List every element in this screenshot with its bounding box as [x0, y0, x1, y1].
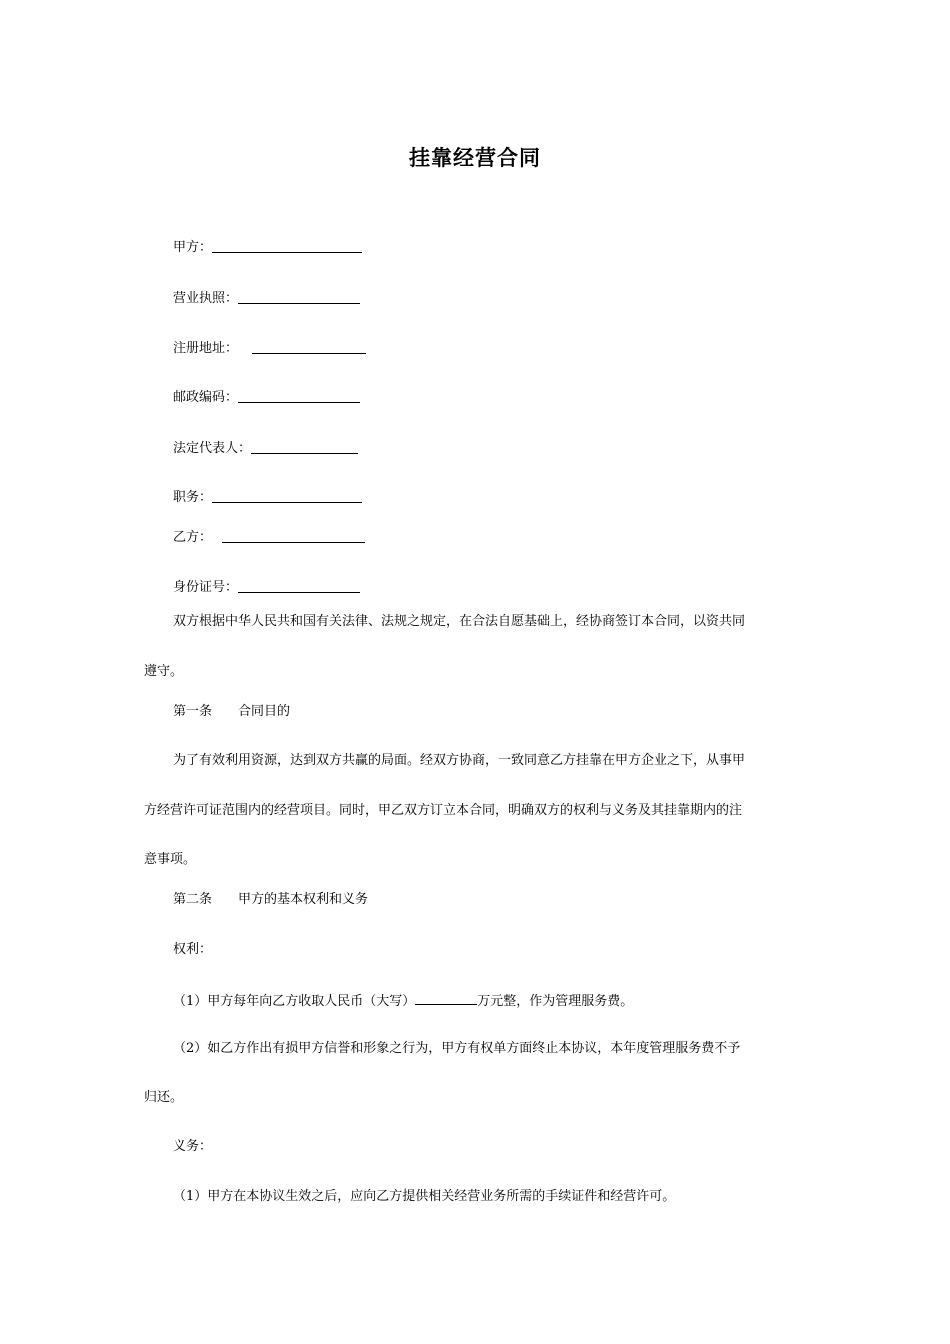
id-number-blank[interactable]: [238, 591, 360, 593]
registered-address-blank[interactable]: [252, 352, 366, 354]
article1-heading: 第一条 合同目的: [173, 704, 291, 719]
rights-label: 权利：: [173, 942, 213, 957]
fee-amount-blank[interactable]: [415, 992, 477, 1005]
party-b-field: [173, 526, 365, 545]
duties-label: 义务：: [173, 1139, 213, 1154]
article2-heading: 第二条 甲方的基本权利和义务: [173, 892, 369, 907]
right-1-prefix: （1）甲方每年向乙方收取人民币（大写）: [173, 994, 416, 1009]
article1-line-3: 意事项。: [144, 852, 197, 867]
legal-representative-field: [173, 437, 358, 456]
duty-1: （1）甲方在本协议生效之后，应向乙方提供相关经营业务所需的手续证件和经营许可。: [173, 1189, 676, 1204]
party-a-field: [173, 236, 362, 255]
position-blank[interactable]: [212, 501, 362, 503]
legal-representative-blank[interactable]: [251, 452, 358, 454]
position-label: 职务：: [173, 490, 213, 505]
legal-representative-label: 法定代表人：: [173, 441, 252, 456]
registered-address-label: 注册地址：: [173, 341, 239, 356]
postal-code-label: 邮政编码：: [173, 390, 239, 405]
business-license-blank[interactable]: [238, 302, 360, 304]
right-2-line-2: 归还。: [144, 1090, 184, 1105]
intro-line-1: 双方根据中华人民共和国有关法律、法规之规定，在合法自愿基础上，经协商签订本合同，以资共同: [173, 614, 746, 629]
party-b-label: 乙方：: [173, 530, 213, 545]
party-a-label: 甲方：: [173, 240, 213, 255]
article1-line-1: 为了有效利用资源，达到双方共赢的局面。经双方协商，一致同意乙方挂靠在甲方企业之下，从事甲: [173, 753, 746, 768]
registered-address-field: [173, 337, 366, 356]
party-b-blank[interactable]: [222, 541, 365, 543]
right-2-line-1: （2）如乙方作出有损甲方信誉和形象之行为，甲方有权单方面终止本协议，本年度管理服务费不予: [173, 1041, 741, 1056]
intro-line-2: 遵守。: [144, 664, 184, 679]
id-number-label: 身份证号：: [173, 580, 239, 595]
party-a-blank[interactable]: [212, 251, 362, 253]
postal-code-field: [173, 386, 360, 405]
right-1: [173, 992, 633, 1008]
id-number-field: [173, 576, 360, 595]
business-license-field: [173, 287, 360, 306]
article1-line-2: 方经营许可证范围内的经营项目。同时，甲乙双方订立本合同，明确双方的权利与义务及其挂靠期内的注: [144, 803, 743, 818]
document-title: 挂靠经营合同: [409, 146, 541, 170]
right-1-suffix: 万元整，作为管理服务费。: [477, 994, 634, 1009]
business-license-label: 营业执照：: [173, 291, 239, 306]
postal-code-blank[interactable]: [238, 401, 360, 403]
position-field: [173, 486, 362, 505]
